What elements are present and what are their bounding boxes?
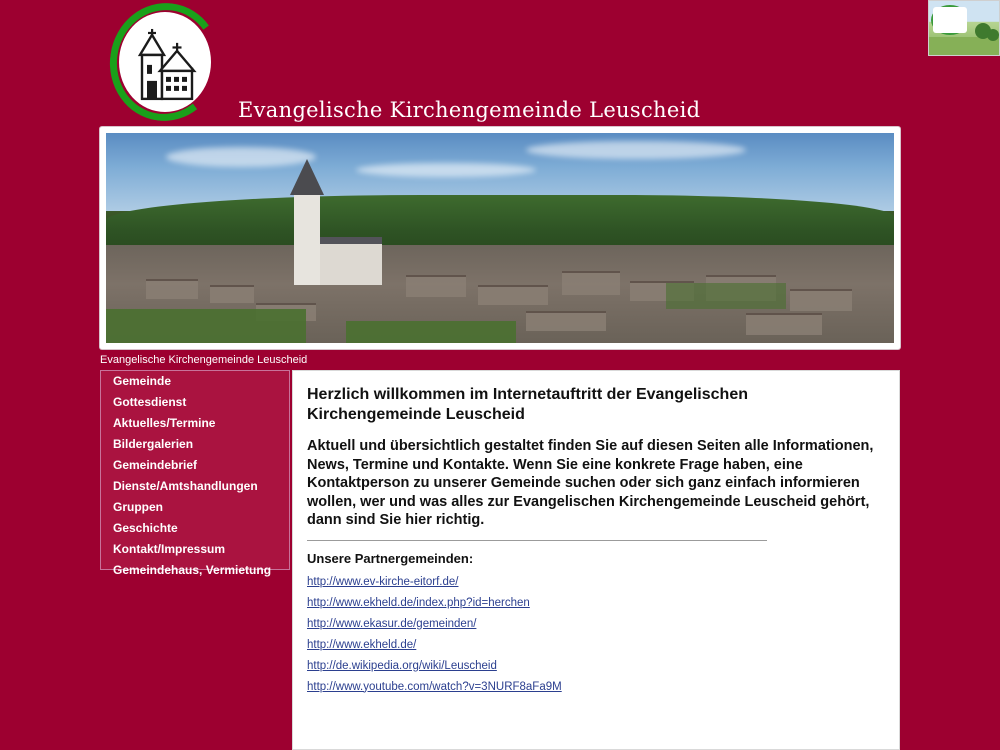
cloud (526, 141, 746, 159)
partner-link[interactable]: http://www.ekheld.de/ (307, 638, 417, 651)
sidebar-item-gemeinde[interactable]: Gemeinde (113, 374, 172, 388)
cloud (356, 163, 536, 177)
sidebar-item-geschichte[interactable]: Geschichte (113, 521, 178, 535)
banner-church-nave (320, 237, 382, 285)
sidebar-item-kontakt-impressum[interactable]: Kontakt/Impressum (113, 542, 226, 556)
sidebar-item-gemeindebrief[interactable]: Gemeindebrief (113, 458, 198, 472)
banner-caption: Evangelische Kirchengemeinde Leuscheid (100, 354, 308, 366)
sidebar-item-gruppen[interactable]: Gruppen (113, 500, 163, 514)
logo-green-ring (102, 0, 227, 128)
sidebar-item-gottesdienst[interactable]: Gottesdienst (113, 395, 187, 409)
site-header (100, 0, 701, 130)
partner-link[interactable]: http://www.youtube.com/watch?v=3NURF8aFa9M (307, 680, 562, 693)
page-title: Herzlich willkommen im Internetauftritt der Evangelischen Kirchengemeinde Leuscheid (307, 386, 748, 423)
church-logo[interactable] (110, 3, 220, 121)
banner-photo (106, 133, 894, 343)
intro-paragraph: Aktuell und übersichtlich gestaltet finden Sie auf diesen Seiten alle Informationen, News, Termine und Kontakte. Wenn Sie eine konkrete Frage haben, eine Kontaktperson zu unserer Gemeinde suchen oder sich ganz einfach informieren wollen, wer und was alles zur Evangelischen Kirchengemeinde Leuscheid gehört, dann sind Sie hier richtig. (307, 438, 874, 528)
banner-frame (100, 127, 900, 349)
green-field (666, 283, 786, 309)
sidebar-item-dienste-amtshandlungen[interactable]: Dienste/Amtshandlungen (113, 479, 258, 493)
green-field (106, 309, 306, 343)
partner-link[interactable]: http://www.ekasur.de/gemeinden/ (307, 617, 477, 630)
sidebar-item-bildergalerien[interactable]: Bildergalerien (113, 437, 194, 451)
partner-link[interactable]: http://www.ev-kirche-eitorf.de/ (307, 575, 459, 588)
site-title: Evangelische Kirchengemeinde Leuscheid (238, 98, 701, 122)
thumbnail-white-shape (933, 7, 967, 33)
thumbnail-tree-icon (987, 29, 999, 41)
sidebar-item-aktuelles-termine[interactable]: Aktuelles/Termine (113, 416, 216, 430)
partner-link[interactable]: http://www.ekheld.de/index.php?id=herchen (307, 596, 530, 609)
partner-link[interactable]: http://de.wikipedia.org/wiki/Leuscheid (307, 659, 497, 672)
banner-church-tower (294, 193, 320, 285)
divider (307, 540, 767, 541)
corner-thumbnail-image[interactable] (928, 0, 1000, 56)
sidebar-item-gemeindehaus-vermietung[interactable]: Gemeindehaus, Vermietung (113, 563, 272, 577)
sidebar-navigation (100, 370, 290, 577)
green-field (346, 321, 516, 343)
main-content (292, 370, 900, 750)
partners-heading: Unsere Partnergemeinden: (307, 550, 474, 566)
